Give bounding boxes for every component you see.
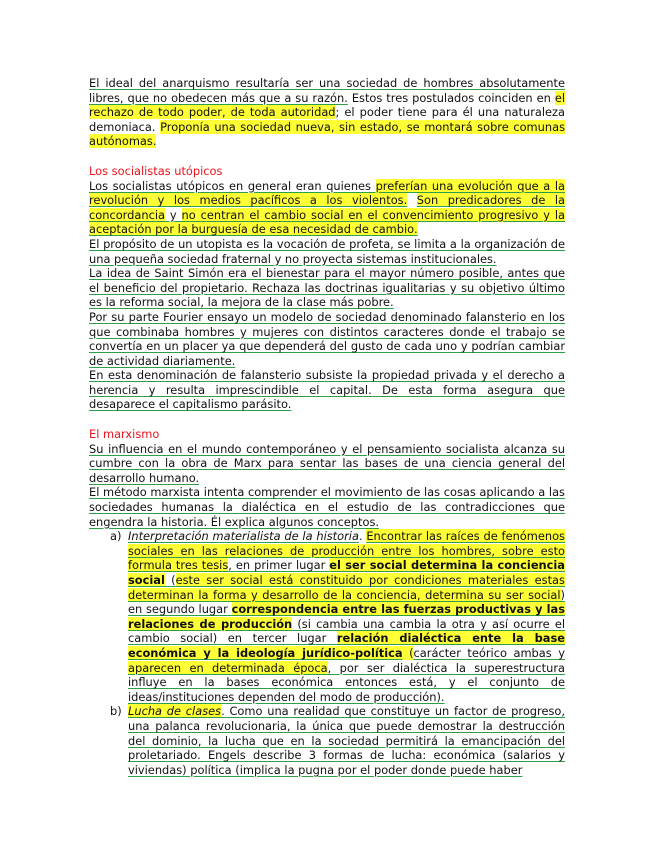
utopicos-p1-highlight-concordancia: Son predicadores de la concordancia — [89, 193, 565, 222]
marxismo-paragraph-2: El método marxista intenta comprender el movimiento de las cosas aplicando a las sociedades humanas la dialéctica en el estudio de las contradicciones que engendra la historia. Él explica algunos conceptos. — [89, 485, 565, 529]
utopicos-paragraph-4: Por su parte Fourier ensayo un modelo de sociedad denominado falansterio en los que combinaba hombres y mujeres con distintos caracteres donde el trabajo se convertía en un placer ya que dependerá del gusto de cada uno y podrían cambiar de actividad diariamente. — [89, 309, 565, 368]
item-a-t6: ( — [164, 573, 176, 587]
intro-sentence-1: El ideal del anarquismo resultaría ser una sociedad de hombres absolutamente libres, que no obedecen más que a su razón. — [89, 76, 565, 105]
item-a-t2: . — [358, 529, 367, 544]
item-a-t12: ( — [402, 645, 414, 660]
document-page — [89, 76, 565, 777]
item-b-title: Lucha de clases — [128, 704, 222, 719]
list-marker-a: a) — [110, 529, 122, 544]
item-a-highlight-tesis-3: relación dialéctica ente la base económica y la ideología jurídico-política — [128, 631, 565, 660]
list-item-a — [89, 529, 565, 704]
marxismo-paragraph-1: Su influencia en el mundo contemporáneo y el pensamiento socialista alcanza su cumbre con la obra de Marx para sentar las bases de una ciencia general del desarrollo humano. — [89, 441, 565, 485]
item-a-highlight-tesis-2: correspondencia entre las fuerzas productivas y las relaciones de producción — [128, 602, 565, 631]
intro-sentence-4: ; el poder tiene para él una naturaleza demoniaca. — [89, 105, 565, 134]
item-a-t8: ) en segundo lugar — [128, 587, 565, 617]
item-a-highlight-epoca: aparecen en determinada época — [128, 660, 328, 675]
utopicos-paragraph-2: El propósito de un utopista es la vocación de profeta, se limita a la organización de una pequeña sociedad fraternal y no proyecta sistemas institucionales. — [89, 236, 565, 266]
utopicos-p1-e: y — [165, 207, 182, 222]
intro-sentence-2: Estos tres postulados coinciden en — [347, 90, 555, 105]
item-a-t13: carácter teórico ambas y — [413, 645, 565, 660]
concepts-list — [89, 529, 565, 777]
item-b-text: . Como una realidad que constituye un factor de progreso, una palanca revolucionaria, la única que puede demostrar la destrucción del dominio, la lucha que en la sociedad permitirá la emancipación del proletariado. Engels describe 3 formas de lucha: económica (salarios y viviendas) política (implica la pugna por el poder donde puede haber — [128, 704, 565, 777]
item-a-title: Interpretación materialista de la historia — [128, 529, 359, 544]
intro-highlight-propuesta: Proponía una sociedad nueva, sin estado, se montará sobre comunas autónomas. — [89, 119, 565, 149]
utopicos-p1-highlight-evolucion: preferían una evolución que a la revolución y los medios pacíficos a los violentos. — [89, 178, 565, 208]
intro-paragraph — [89, 76, 565, 149]
item-a-t10: (si cambia una cambia la otra y así ocurre el cambio social) en tercer lugar — [128, 616, 565, 646]
utopicos-p1-a: Los socialistas utópicos en general eran quienes — [89, 178, 376, 193]
list-marker-b: b) — [110, 704, 122, 719]
utopicos-paragraph-3: La idea de Saint Simón era el bienestar para el mayor número posible, antes que el beneficio del propietario. Rechaza las doctrinas igualitarias y su objetivo último es la reforma social, la mejora de la clase más pobre. — [89, 266, 565, 310]
item-a-highlight-ser-social: este ser social está constituido por condiciones materiales estas determinan la forma y desarrollo de la conciencia, determina su ser social — [128, 573, 565, 602]
item-a-t15: , por ser dialéctica la superestructura influye en la bases económica entonces está, y el conjunto de ideas/instituciones dependen del modo de producción). — [128, 660, 565, 704]
utopicos-paragraph-1 — [89, 179, 565, 237]
utopicos-p1-c — [407, 193, 417, 207]
list-item-b — [89, 704, 565, 777]
intro-highlight-rechazo: el rechazo de todo poder, de toda autoridad — [89, 90, 565, 120]
utopicos-paragraph-5: En esta denominación de falansterio subsiste la propiedad privada y el derecho a herencia y resulta imprescindible el capital. De esta forma asegura que desaparece el capitalismo parásito. — [89, 368, 565, 412]
item-a-highlight-tesis-1: el ser social determina la conciencia social — [128, 558, 565, 587]
utopicos-p1-highlight-cambio: no centran el cambio social en el convencimiento progresivo y la aceptación por la burguesía de esa necesidad de cambio. — [89, 207, 565, 237]
heading-marxismo: El marxismo — [89, 427, 160, 442]
item-a-highlight-raices: Encontrar las raíces de fenómenos sociales en las relaciones de producción entre los hombres, sobre esto formula tres tesis — [128, 529, 565, 573]
heading-utopicos: Los socialistas utópicos — [89, 163, 223, 178]
item-a-t4: , en primer lugar — [228, 558, 330, 573]
